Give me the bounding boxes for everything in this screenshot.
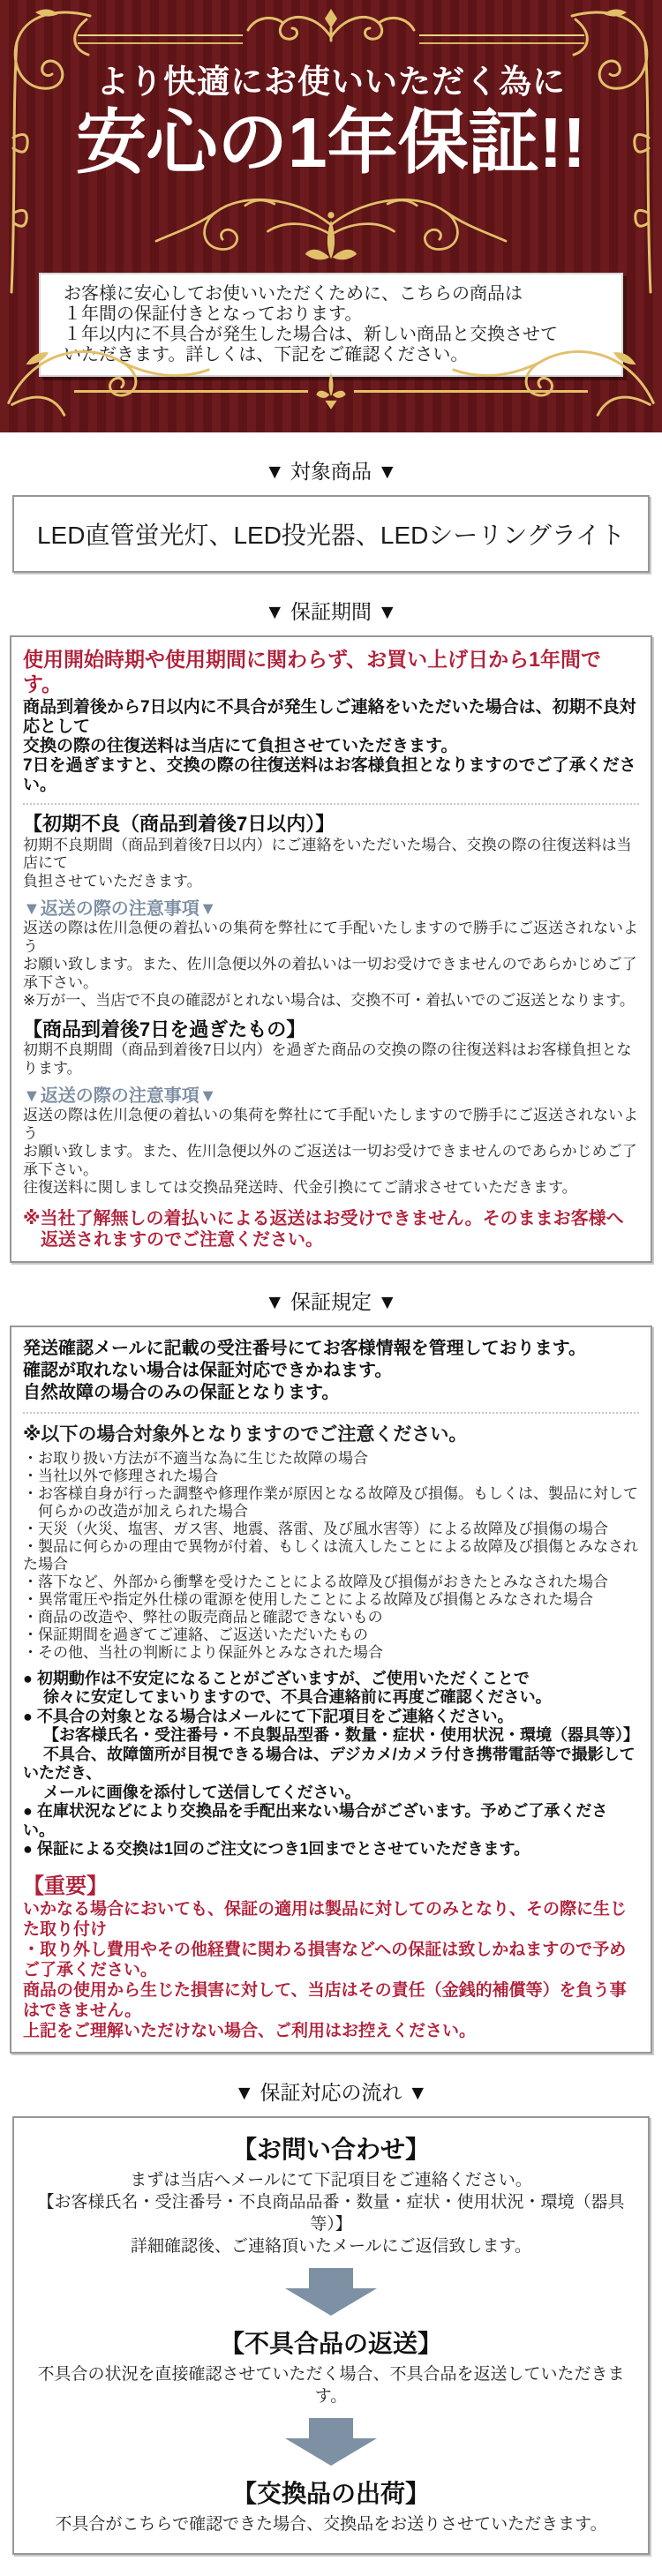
- flow-step-shipment: [23, 2475, 639, 2535]
- rules-intro-line: 自然故障の場合のみの保証となります。: [23, 1382, 340, 1402]
- warning-line: ※当社了解無しの着払いによる返送はお受けできません。そのままお客様へ: [23, 1208, 624, 1228]
- section-label-flow: ▼ 保証対応の流れ ▼: [234, 2080, 428, 2104]
- product-list: LED直管蛍光灯、LED投光器、LEDシーリングライト: [36, 522, 625, 549]
- note-line: ● 保証による交換は1回のご注文につき1回までとさせていただきます。: [23, 1840, 530, 1859]
- step-heading: 【不具合品の返送】: [219, 2329, 442, 2357]
- exclusion-item: ・商品の改造や、弊社の販売商品と確認できないもの: [23, 1608, 383, 1626]
- exclusion-item: ・その他、当社の判断により保証外とみなされた場合: [23, 1643, 383, 1661]
- return-notice-heading: ▼返送の際の注意事項▼: [23, 1086, 217, 1107]
- warning-line: 返送されますのでご注意ください。: [23, 1229, 323, 1250]
- period-headline: 使用開始時期や使用期間に関わらず、お買い上げ日から1年間です。: [23, 648, 601, 695]
- important-heading: 【重要】: [23, 1874, 108, 1898]
- flow-step-contact: [23, 2130, 639, 2257]
- dotted-divider: [23, 803, 639, 805]
- exclusion-item: ・天災（火災、塩害、ガス害、地震、落雷、及び風水害等）による故障及び損傷の場合: [23, 1520, 608, 1537]
- intro-line: １年以内に不具合が発生した場合は、新しい商品と交換させて: [64, 325, 558, 345]
- warranty-rules-box: [10, 1326, 652, 2054]
- step-line: 【お客様氏名・受注番号・不良商品品番・数量・症状・使用状況・環境（器具等）】: [37, 2192, 625, 2234]
- exclusion-item: ・異常電圧や指定外仕様の電源を使用したことによる故障及び損傷とみなされた場合: [23, 1590, 593, 1608]
- lead-line: 交換の際の往復送料は当店にて負担させていただきます。: [23, 737, 458, 756]
- important-line: 商品の使用から生じた損害に対して、当店はその責任（金銭的補償等）を負う事はできません。: [23, 1980, 627, 2020]
- exclusion-item: 何らかの改造が加えられた場合: [23, 1502, 248, 1520]
- notice-line: お願い致します。また、佐川急便以外のご返送は一切お受けできませんのであらかじめご了承下さい。: [23, 1143, 637, 1178]
- rules-intro-line: 確認が取れない場合は保証対応できかねます。: [23, 1360, 393, 1380]
- important-line: 上記をご理解いただけない場合、ご利用はお控えください。: [23, 2021, 477, 2040]
- note-line: ● 在庫状況などにより交換品を手配出来ない場合がございます。予めご了承ください。: [23, 1802, 608, 1839]
- important-line: ・取り外し費用やその他経費に関わる損害などへの保証は致しかねますので予めご了承ください。: [23, 1940, 627, 1979]
- step-body: [23, 2363, 639, 2407]
- lead-line: 商品到着後から7日以内に不具合が発生しご連絡をいただいた場合は、初期不良対応として: [23, 698, 636, 737]
- exclusion-item: ・当社以外で修理された場合: [23, 1467, 218, 1484]
- gold-divider-top: [78, 7, 584, 48]
- exclusions-heading: ※以下の場合対象外となりますのでご注意ください。: [23, 1423, 468, 1445]
- products-box: [12, 495, 650, 573]
- exclusion-item: ・お客様自身が行った調整や修理作業が原因となる故障及び損傷。もしくは、製品に対して: [23, 1484, 638, 1502]
- rules-intro: [23, 1338, 639, 1404]
- down-arrow-icon: [285, 2418, 377, 2466]
- step-line: まずは当店へメールにて下記項目をご連絡ください。: [130, 2170, 532, 2189]
- step-heading: 【交換品の出荷】: [231, 2479, 430, 2507]
- body-line: 初期不良期間（商品到着後7日以内）を過ぎた商品の交換の際の往復送料はお客様負担となります。: [23, 1041, 632, 1077]
- body-line: 初期不良期間（商品到着後7日以内）にご連絡をいただいた場合、交換の際の往復送料は当店にて: [23, 836, 632, 872]
- body-line: 負担させていただきます。: [23, 872, 202, 890]
- hero-banner: [0, 0, 662, 432]
- fleur-ornament-icon: [313, 371, 349, 411]
- after-seven-days-body: [23, 1041, 639, 1078]
- down-arrow-icon: [285, 2268, 377, 2316]
- exclusion-item: ・お取り扱い方法が不適当な為に生じた故障の場合: [23, 1449, 368, 1467]
- initial-defect-heading: 【初期不良（商品到着後7日以内）】: [23, 813, 335, 836]
- notice-line: お願い致します。また、佐川急便以外の着払いは一切お受けできませんのであらかじめご了承下さい。: [23, 956, 637, 991]
- important-line: いかなる場合においても、保証の適用は製品に対してのみとなり、その際に生じた取り付け: [23, 1899, 628, 1939]
- flow-box: [12, 2116, 650, 2555]
- rules-notes: [23, 1670, 639, 1859]
- step-heading: 【お問い合わせ】: [231, 2135, 430, 2163]
- intro-line: １年間の保証付きとなっております。: [64, 304, 363, 325]
- exclusion-item: ・保証期間を過ぎてご連絡、ご返送いただいたもの: [23, 1626, 368, 1643]
- return-notice-body: [23, 1107, 639, 1198]
- note-line: 【お客様氏名・受注番号・不良製品型番・数量・症状・使用状況・環境（器具等）】: [23, 1726, 639, 1745]
- exclusion-item: ・製品に何らかの理由で異物が付着、もしくは流入したことによる故障及び損傷とみなされた場合: [23, 1537, 638, 1573]
- notice-line: 往復送料に関しましては交換品発送時、代金引換にてご請求させていただきます。: [23, 1179, 577, 1197]
- notice-line: ※万が一、当店で不良の確認がとれない場合は、交換不可・着払いでのご返送となります。: [23, 992, 635, 1010]
- important-text: [23, 1899, 639, 2041]
- notice-line: 返送の際は佐川急便の着払いの集荷を弊社にて手配いたしますので勝手にご返送されないよう: [23, 920, 638, 955]
- period-lead: [23, 698, 639, 795]
- exclusion-list: [23, 1450, 639, 1662]
- lead-line: 7日を過ぎますと、交換の際の往復送料はお客様負担となりますのでご了承ください。: [23, 756, 636, 795]
- dotted-divider: [23, 1412, 639, 1414]
- gold-divider-bottom: [74, 371, 588, 411]
- intro-box: [39, 273, 623, 377]
- step-line: 詳細確認後、ご連絡頂いたメールにご返信致します。: [130, 2236, 532, 2256]
- note-line: 徐々に安定してまいりますので、不具合連絡前に再度ご確認ください。: [23, 1688, 552, 1707]
- section-label-rules: ▼ 保証規定 ▼: [264, 1289, 398, 1313]
- note-line: ● 不具合の対象となる場合はメールにて下記項目をご連絡ください。: [23, 1707, 514, 1725]
- step-line: 不具合がこちらで確認できた場合、交換品をお送りさせていただきます。: [55, 2514, 607, 2534]
- warranty-period-box: [10, 635, 652, 1263]
- note-line: メールに画像を添付して送信してください。: [23, 1783, 361, 1801]
- hero-title: 安心の1年保証!!: [76, 103, 586, 182]
- flow-step-return: [23, 2324, 639, 2407]
- initial-defect-body: [23, 837, 639, 891]
- cod-return-warning: [23, 1208, 639, 1250]
- flourish-ornament-icon: [137, 184, 525, 262]
- step-body: [23, 2513, 639, 2535]
- after-seven-days-heading: 【商品到着後7日を過ぎたもの】: [23, 1018, 306, 1040]
- section-label-period: ▼ 保証期間 ▼: [264, 600, 398, 623]
- scroll-ornament-icon: [243, 7, 419, 48]
- step-body: [23, 2169, 639, 2257]
- return-notice-heading: ▼返送の際の注意事項▼: [23, 899, 217, 920]
- step-line: 不具合の状況を直接確認させていただく場合、不具合品を返送していただきます。: [37, 2364, 625, 2406]
- intro-line: お客様に安心してお使いいただくために、こちらの商品は: [64, 284, 523, 304]
- return-notice-body: [23, 920, 639, 1010]
- note-line: 不具合、故障箇所が目視できる場合は、デジカメ/カメラ付き携帯電話等で撮影していただき、: [23, 1745, 636, 1783]
- notice-line: 返送の際は佐川急便の着払いの集荷を弊社にて手配いたしますので勝手にご返送されないよう: [23, 1107, 638, 1142]
- note-line: ● 初期動作は不安定になることがございますが、ご使用いただくことで: [23, 1669, 530, 1687]
- rules-intro-line: 発送確認メールに記載の受注番号にてお客様情報を管理しております。: [23, 1338, 586, 1358]
- intro-line: いただきます。詳しくは、下記をご確認ください。: [64, 345, 469, 365]
- exclusion-item: ・落下など、外部から衝撃を受けたことによる故障及び損傷がおきたとみなされた場合: [23, 1573, 608, 1590]
- hero-tagline: より快適にお使いいただく為に: [96, 64, 566, 100]
- section-label-products: ▼ 対象商品 ▼: [264, 460, 398, 483]
